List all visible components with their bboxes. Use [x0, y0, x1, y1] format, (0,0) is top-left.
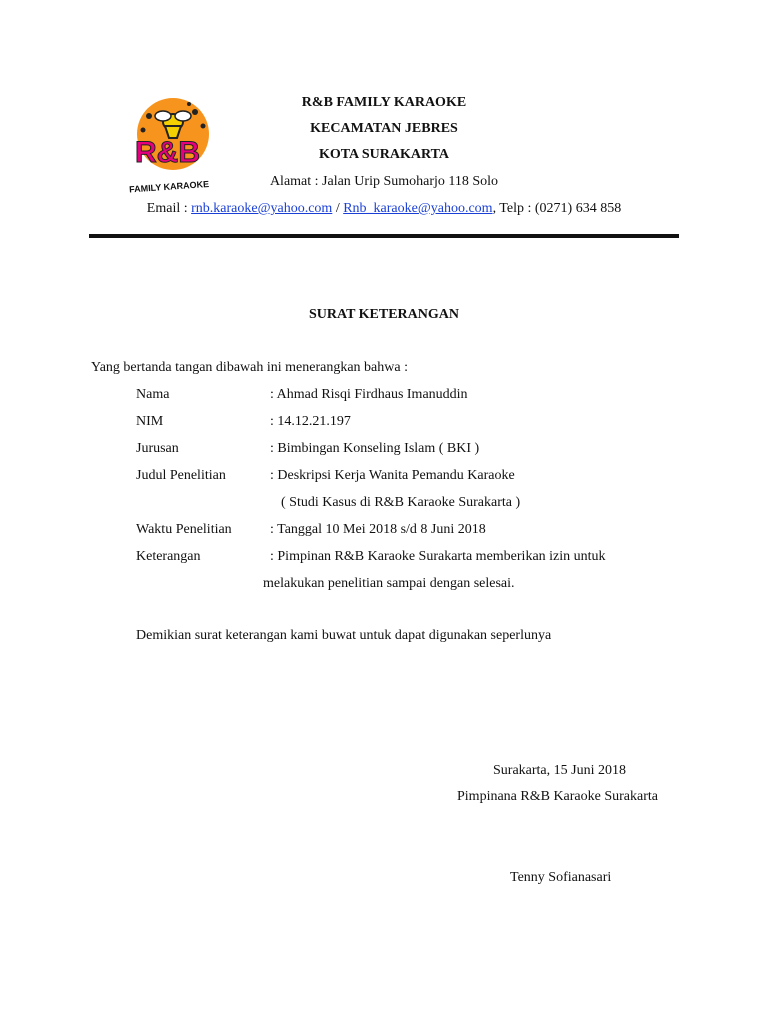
field-value-waktu: : Tanggal 10 Mei 2018 s/d 8 Juni 2018 [270, 522, 486, 537]
company-name: R&B FAMILY KARAOKE [301, 95, 467, 110]
field-value-keterangan: : Pimpinan R&B Karaoke Surakarta memberikan izin untuk [270, 549, 606, 564]
field-label-judul: Judul Penelitian [136, 468, 226, 483]
email-separator: / [332, 201, 344, 216]
address-line: Alamat : Jalan Urip Sumoharjo 118 Solo [269, 174, 499, 189]
logo-rb-text: R&B [135, 136, 200, 169]
field-value-judul: : Deskripsi Kerja Wanita Pemandu Karaoke [270, 468, 515, 483]
email-label: Email : [146, 201, 192, 216]
field-label-nim: NIM [136, 414, 164, 429]
intro-text: Yang bertanda tangan dibawah ini menerangkan bahwa : [91, 360, 408, 375]
field-value-jurusan: : Bimbingan Konseling Islam ( BKI ) [270, 441, 480, 456]
email-link-2[interactable]: Rnb_karaoke@yahoo.com [343, 201, 493, 216]
field-label-nama: Nama [136, 387, 170, 402]
field-value-keterangan-cont: melakukan penelitian sampai dengan selesai. [263, 576, 515, 591]
field-label-waktu: Waktu Penelitian [136, 522, 232, 537]
header-divider [89, 234, 679, 238]
contact-line [0, 201, 768, 217]
logo-sub-text: FAMILY KARAOKE [128, 178, 210, 195]
email-link-1[interactable]: rnb.karaoke@yahoo.com [191, 201, 333, 216]
signature-name: Tenny Sofianasari [510, 870, 612, 885]
city-name: KOTA SURAKARTA [318, 147, 450, 162]
field-label-keterangan: Keterangan [136, 549, 201, 564]
field-label-jurusan: Jurusan [136, 441, 179, 456]
signature-position: Pimpinana R&B Karaoke Surakarta [457, 789, 659, 804]
signature-place-date: Surakarta, 15 Juni 2018 [493, 763, 626, 778]
field-value-nim: : 14.12.21.197 [270, 414, 351, 429]
closing-text: Demikian surat keterangan kami buwat untuk dapat digunakan seperlunya [136, 628, 552, 643]
phone-text: , Telp : (0271) 634 858 [492, 201, 622, 216]
field-value-judul-cont: ( Studi Kasus di R&B Karaoke Surakarta ) [281, 495, 521, 510]
field-value-nama: : Ahmad Risqi Firdhaus Imanuddin [270, 387, 468, 402]
district-name: KECAMATAN JEBRES [310, 121, 458, 136]
document-title: SURAT KETERANGAN [308, 307, 459, 322]
